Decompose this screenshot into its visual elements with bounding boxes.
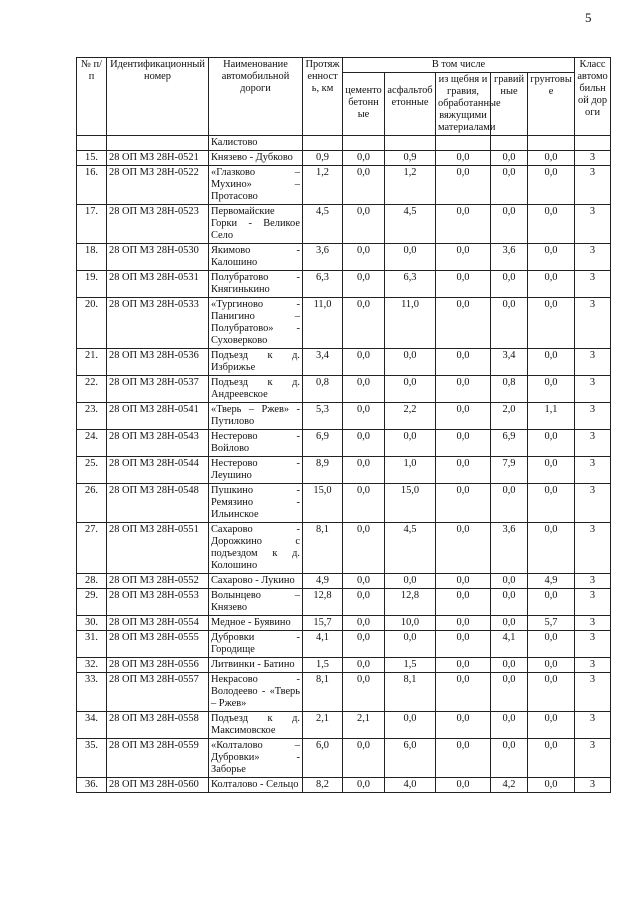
table-row [77, 298, 611, 349]
road-length: 15,0 [303, 484, 343, 523]
row-number: 17. [77, 205, 107, 244]
gravel: 0,0 [491, 298, 528, 349]
ground: 0,0 [528, 631, 575, 658]
asphalt-concrete: 1,0 [385, 457, 436, 484]
road-length: 12,8 [303, 589, 343, 616]
gravel-treated: 0,0 [436, 349, 491, 376]
table-row [77, 430, 611, 457]
row-number: 25. [77, 457, 107, 484]
table-row [77, 574, 611, 589]
road-class: 3 [575, 244, 611, 271]
road-id: 28 ОП МЗ 28Н-0559 [107, 739, 209, 778]
gravel: 0,0 [491, 271, 528, 298]
cement-concrete: 0,0 [343, 298, 385, 349]
gravel-treated: 0,0 [436, 739, 491, 778]
table-row [77, 484, 611, 523]
road-id: 28 ОП МЗ 28Н-0556 [107, 658, 209, 673]
road-length: 8,2 [303, 778, 343, 793]
ground: 0,0 [528, 298, 575, 349]
table-row [77, 631, 611, 658]
road-class: 3 [575, 298, 611, 349]
cement-concrete: 0,0 [343, 616, 385, 631]
road-length: 0,8 [303, 376, 343, 403]
road-length: 15,7 [303, 616, 343, 631]
road-length: 8,1 [303, 673, 343, 712]
page-number: 5 [585, 10, 592, 25]
ground: 0,0 [528, 166, 575, 205]
road-length: 8,9 [303, 457, 343, 484]
cement-concrete: 0,0 [343, 205, 385, 244]
ground: 4,9 [528, 574, 575, 589]
row-number: 28. [77, 574, 107, 589]
road-class: 3 [575, 484, 611, 523]
table-row [77, 658, 611, 673]
gravel-treated: 0,0 [436, 205, 491, 244]
ground: 0,0 [528, 244, 575, 271]
road-id: 28 ОП МЗ 28Н-0541 [107, 403, 209, 430]
row-number: 26. [77, 484, 107, 523]
gravel-treated: 0,0 [436, 298, 491, 349]
road-id: 28 ОП МЗ 28Н-0536 [107, 349, 209, 376]
row-number: 19. [77, 271, 107, 298]
ground: 0,0 [528, 205, 575, 244]
row-number: 29. [77, 589, 107, 616]
cement-concrete: 0,0 [343, 574, 385, 589]
asphalt-concrete: 4,5 [385, 523, 436, 574]
row-number: 30. [77, 616, 107, 631]
gravel: 4,2 [491, 778, 528, 793]
asphalt-concrete: 2,2 [385, 403, 436, 430]
road-length: 4,9 [303, 574, 343, 589]
road-name: Некрасово - Володеево - «Тверь – Ржев» [209, 673, 303, 712]
road-name: «Глазково – Мухино» – Протасово [209, 166, 303, 205]
header-name: Наименование автомобильной дороги [209, 58, 303, 136]
road-length: 6,9 [303, 430, 343, 457]
road-class: 3 [575, 673, 611, 712]
ground: 5,7 [528, 616, 575, 631]
gravel-treated: 0,0 [436, 616, 491, 631]
gravel: 0,0 [491, 739, 528, 778]
road-name: Подъезд к д. Максимовское [209, 712, 303, 739]
gravel-treated: 0,0 [436, 712, 491, 739]
road-id: 28 ОП МЗ 28Н-0560 [107, 778, 209, 793]
road-class: 3 [575, 712, 611, 739]
road-name: Первомайские Горки - Великое Село [209, 205, 303, 244]
table-row [77, 244, 611, 271]
table-row [77, 712, 611, 739]
gravel-treated: 0,0 [436, 523, 491, 574]
gravel: 2,0 [491, 403, 528, 430]
row-number: 31. [77, 631, 107, 658]
road-id: 28 ОП МЗ 28Н-0531 [107, 271, 209, 298]
row-number: 33. [77, 673, 107, 712]
gravel: 0,0 [491, 658, 528, 673]
gravel: 3,6 [491, 244, 528, 271]
road-length: 3,6 [303, 244, 343, 271]
gravel-treated: 0,0 [436, 778, 491, 793]
gravel: 0,0 [491, 151, 528, 166]
row-number: 34. [77, 712, 107, 739]
road-length: 4,1 [303, 631, 343, 658]
header-num: № п/п [77, 58, 107, 136]
row-number: 15. [77, 151, 107, 166]
ground: 0,0 [528, 589, 575, 616]
ground: 0,0 [528, 778, 575, 793]
header-ground: грунтовые [528, 73, 575, 136]
gravel: 3,6 [491, 523, 528, 574]
road-name: Волынцево – Князево [209, 589, 303, 616]
road-class: 3 [575, 778, 611, 793]
header-gravel-treated: из щебня и гравия, обработанные вяжущими материалами [436, 73, 491, 136]
road-name: Подъезд к д. Избрижье [209, 349, 303, 376]
row-number: 18. [77, 244, 107, 271]
road-class: 3 [575, 739, 611, 778]
row-number: 20. [77, 298, 107, 349]
asphalt-concrete: 11,0 [385, 298, 436, 349]
road-class: 3 [575, 376, 611, 403]
row-number: 32. [77, 658, 107, 673]
road-length: 0,9 [303, 151, 343, 166]
ground: 0,0 [528, 376, 575, 403]
road-name: «Колталово – Дубровки» - Заборье [209, 739, 303, 778]
road-id: 28 ОП МЗ 28Н-0533 [107, 298, 209, 349]
ground: 0,0 [528, 430, 575, 457]
road-name: Медное - Буявино [209, 616, 303, 631]
cement-concrete: 2,1 [343, 712, 385, 739]
ground: 0,0 [528, 457, 575, 484]
road-id: 28 ОП МЗ 28Н-0554 [107, 616, 209, 631]
table-row [77, 523, 611, 574]
road-name: Подъезд к д. Андреевское [209, 376, 303, 403]
road-name: «Тверь – Ржев» - Путилово [209, 403, 303, 430]
cement-concrete: 0,0 [343, 739, 385, 778]
asphalt-concrete: 0,0 [385, 376, 436, 403]
asphalt-concrete: 0,9 [385, 151, 436, 166]
ground: 0,0 [528, 271, 575, 298]
road-class: 3 [575, 616, 611, 631]
road-name: Нестерово - Войлово [209, 430, 303, 457]
cement-concrete: 0,0 [343, 376, 385, 403]
cement-concrete: 0,0 [343, 430, 385, 457]
gravel: 3,4 [491, 349, 528, 376]
asphalt-concrete: 4,5 [385, 205, 436, 244]
cement-concrete: 0,0 [343, 631, 385, 658]
ground: 0,0 [528, 523, 575, 574]
cement-concrete: 0,0 [343, 151, 385, 166]
gravel-treated: 0,0 [436, 376, 491, 403]
road-length: 6,3 [303, 271, 343, 298]
header-asphalt: асфальтобетонные [385, 73, 436, 136]
row-number: 22. [77, 376, 107, 403]
road-class: 3 [575, 523, 611, 574]
ground: 0,0 [528, 151, 575, 166]
row-number: 21. [77, 349, 107, 376]
gravel: 0,0 [491, 589, 528, 616]
road-length: 11,0 [303, 298, 343, 349]
asphalt-concrete: 0,0 [385, 430, 436, 457]
cement-concrete: 0,0 [343, 166, 385, 205]
road-id: 28 ОП МЗ 28Н-0557 [107, 673, 209, 712]
ground: 0,0 [528, 712, 575, 739]
road-length: 5,3 [303, 403, 343, 430]
header-including: В том числе [343, 58, 575, 73]
road-id: 28 ОП МЗ 28Н-0553 [107, 589, 209, 616]
road-name: Дубровки - Городище [209, 631, 303, 658]
header-cement: цементобетонные [343, 73, 385, 136]
road-class: 3 [575, 574, 611, 589]
road-length: 1,2 [303, 166, 343, 205]
gravel-treated: 0,0 [436, 574, 491, 589]
road-name: Пушкино - Ремязино - Ильинское [209, 484, 303, 523]
asphalt-concrete: 0,0 [385, 349, 436, 376]
road-length: 4,5 [303, 205, 343, 244]
road-class: 3 [575, 205, 611, 244]
gravel-treated: 0,0 [436, 631, 491, 658]
asphalt-concrete: 6,3 [385, 271, 436, 298]
road-name: Князево - Дубково [209, 151, 303, 166]
asphalt-concrete: 4,0 [385, 778, 436, 793]
table-row [77, 166, 611, 205]
road-length: 1,5 [303, 658, 343, 673]
road-class: 3 [575, 658, 611, 673]
road-class: 3 [575, 403, 611, 430]
header-length: Протяженность, км [303, 58, 343, 136]
gravel-treated: 0,0 [436, 151, 491, 166]
ground: 0,0 [528, 658, 575, 673]
road-id: 28 ОП МЗ 28Н-0523 [107, 205, 209, 244]
asphalt-concrete: 0,0 [385, 631, 436, 658]
table-row [77, 349, 611, 376]
road-length: 2,1 [303, 712, 343, 739]
road-length: 3,4 [303, 349, 343, 376]
asphalt-concrete: 0,0 [385, 244, 436, 271]
road-id: 28 ОП МЗ 28Н-0551 [107, 523, 209, 574]
asphalt-concrete: 0,0 [385, 712, 436, 739]
header-class: Класс автомобильной дороги [575, 58, 611, 136]
asphalt-concrete: 8,1 [385, 673, 436, 712]
gravel: 0,8 [491, 376, 528, 403]
asphalt-concrete: 0,0 [385, 574, 436, 589]
road-name: Колталово - Сельцо [209, 778, 303, 793]
road-name: Сахарово - Дорожкино с подъездом к д. Колошино [209, 523, 303, 574]
road-id: 28 ОП МЗ 28Н-0548 [107, 484, 209, 523]
table-row [77, 778, 611, 793]
table-row [77, 271, 611, 298]
road-class: 3 [575, 430, 611, 457]
cement-concrete: 0,0 [343, 589, 385, 616]
ground: 0,0 [528, 673, 575, 712]
road-id: 28 ОП МЗ 28Н-0558 [107, 712, 209, 739]
gravel: 0,0 [491, 205, 528, 244]
road-class: 3 [575, 457, 611, 484]
cement-concrete: 0,0 [343, 403, 385, 430]
gravel-treated: 0,0 [436, 589, 491, 616]
road-class: 3 [575, 271, 611, 298]
gravel: 0,0 [491, 712, 528, 739]
table-row [77, 403, 611, 430]
road-id: 28 ОП МЗ 28Н-0544 [107, 457, 209, 484]
gravel: 0,0 [491, 616, 528, 631]
continuation-name: Калистово [209, 136, 303, 151]
gravel-treated: 0,0 [436, 166, 491, 205]
table-row [77, 376, 611, 403]
asphalt-concrete: 1,2 [385, 166, 436, 205]
asphalt-concrete: 10,0 [385, 616, 436, 631]
road-id: 28 ОП МЗ 28Н-0552 [107, 574, 209, 589]
gravel: 6,9 [491, 430, 528, 457]
cement-concrete: 0,0 [343, 484, 385, 523]
road-length: 8,1 [303, 523, 343, 574]
road-class: 3 [575, 349, 611, 376]
ground: 0,0 [528, 349, 575, 376]
cement-concrete: 0,0 [343, 658, 385, 673]
roads-table [76, 57, 611, 793]
row-number: 36. [77, 778, 107, 793]
gravel-treated: 0,0 [436, 658, 491, 673]
table-row [77, 205, 611, 244]
table-row [77, 457, 611, 484]
road-name: Якимово - Калошино [209, 244, 303, 271]
gravel: 0,0 [491, 673, 528, 712]
ground: 0,0 [528, 484, 575, 523]
road-name: «Тургиново - Панигино – Полубратово» - Суховерково [209, 298, 303, 349]
gravel-treated: 0,0 [436, 457, 491, 484]
road-id: 28 ОП МЗ 28Н-0522 [107, 166, 209, 205]
gravel: 7,9 [491, 457, 528, 484]
gravel-treated: 0,0 [436, 244, 491, 271]
cement-concrete: 0,0 [343, 457, 385, 484]
road-class: 3 [575, 589, 611, 616]
header-gravel: гравийные [491, 73, 528, 136]
asphalt-concrete: 1,5 [385, 658, 436, 673]
road-name: Полубратово - Княгинькино [209, 271, 303, 298]
road-class: 3 [575, 166, 611, 205]
gravel: 0,0 [491, 166, 528, 205]
gravel: 4,1 [491, 631, 528, 658]
gravel-treated: 0,0 [436, 271, 491, 298]
ground: 0,0 [528, 739, 575, 778]
gravel: 0,0 [491, 484, 528, 523]
asphalt-concrete: 12,8 [385, 589, 436, 616]
table-row [77, 151, 611, 166]
cement-concrete: 0,0 [343, 523, 385, 574]
table-row [77, 673, 611, 712]
road-id: 28 ОП МЗ 28Н-0537 [107, 376, 209, 403]
table-row [77, 589, 611, 616]
header-id: Идентификационный номер [107, 58, 209, 136]
asphalt-concrete: 15,0 [385, 484, 436, 523]
road-name: Литвинки - Батино [209, 658, 303, 673]
road-name: Нестерово - Леушино [209, 457, 303, 484]
row-number: 27. [77, 523, 107, 574]
road-class: 3 [575, 151, 611, 166]
cement-concrete: 0,0 [343, 271, 385, 298]
gravel-treated: 0,0 [436, 403, 491, 430]
cement-concrete: 0,0 [343, 673, 385, 712]
ground: 1,1 [528, 403, 575, 430]
road-class: 3 [575, 631, 611, 658]
table-row [77, 616, 611, 631]
road-id: 28 ОП МЗ 28Н-0543 [107, 430, 209, 457]
row-number: 35. [77, 739, 107, 778]
gravel-treated: 0,0 [436, 484, 491, 523]
road-id: 28 ОП МЗ 28Н-0530 [107, 244, 209, 271]
continuation-row [77, 136, 611, 151]
cement-concrete: 0,0 [343, 244, 385, 271]
road-id: 28 ОП МЗ 28Н-0555 [107, 631, 209, 658]
cement-concrete: 0,0 [343, 349, 385, 376]
row-number: 23. [77, 403, 107, 430]
road-length: 6,0 [303, 739, 343, 778]
table-row [77, 739, 611, 778]
road-name: Сахарово - Лукино [209, 574, 303, 589]
cement-concrete: 0,0 [343, 778, 385, 793]
road-id: 28 ОП МЗ 28Н-0521 [107, 151, 209, 166]
asphalt-concrete: 6,0 [385, 739, 436, 778]
row-number: 24. [77, 430, 107, 457]
gravel: 0,0 [491, 574, 528, 589]
gravel-treated: 0,0 [436, 673, 491, 712]
row-number: 16. [77, 166, 107, 205]
gravel-treated: 0,0 [436, 430, 491, 457]
